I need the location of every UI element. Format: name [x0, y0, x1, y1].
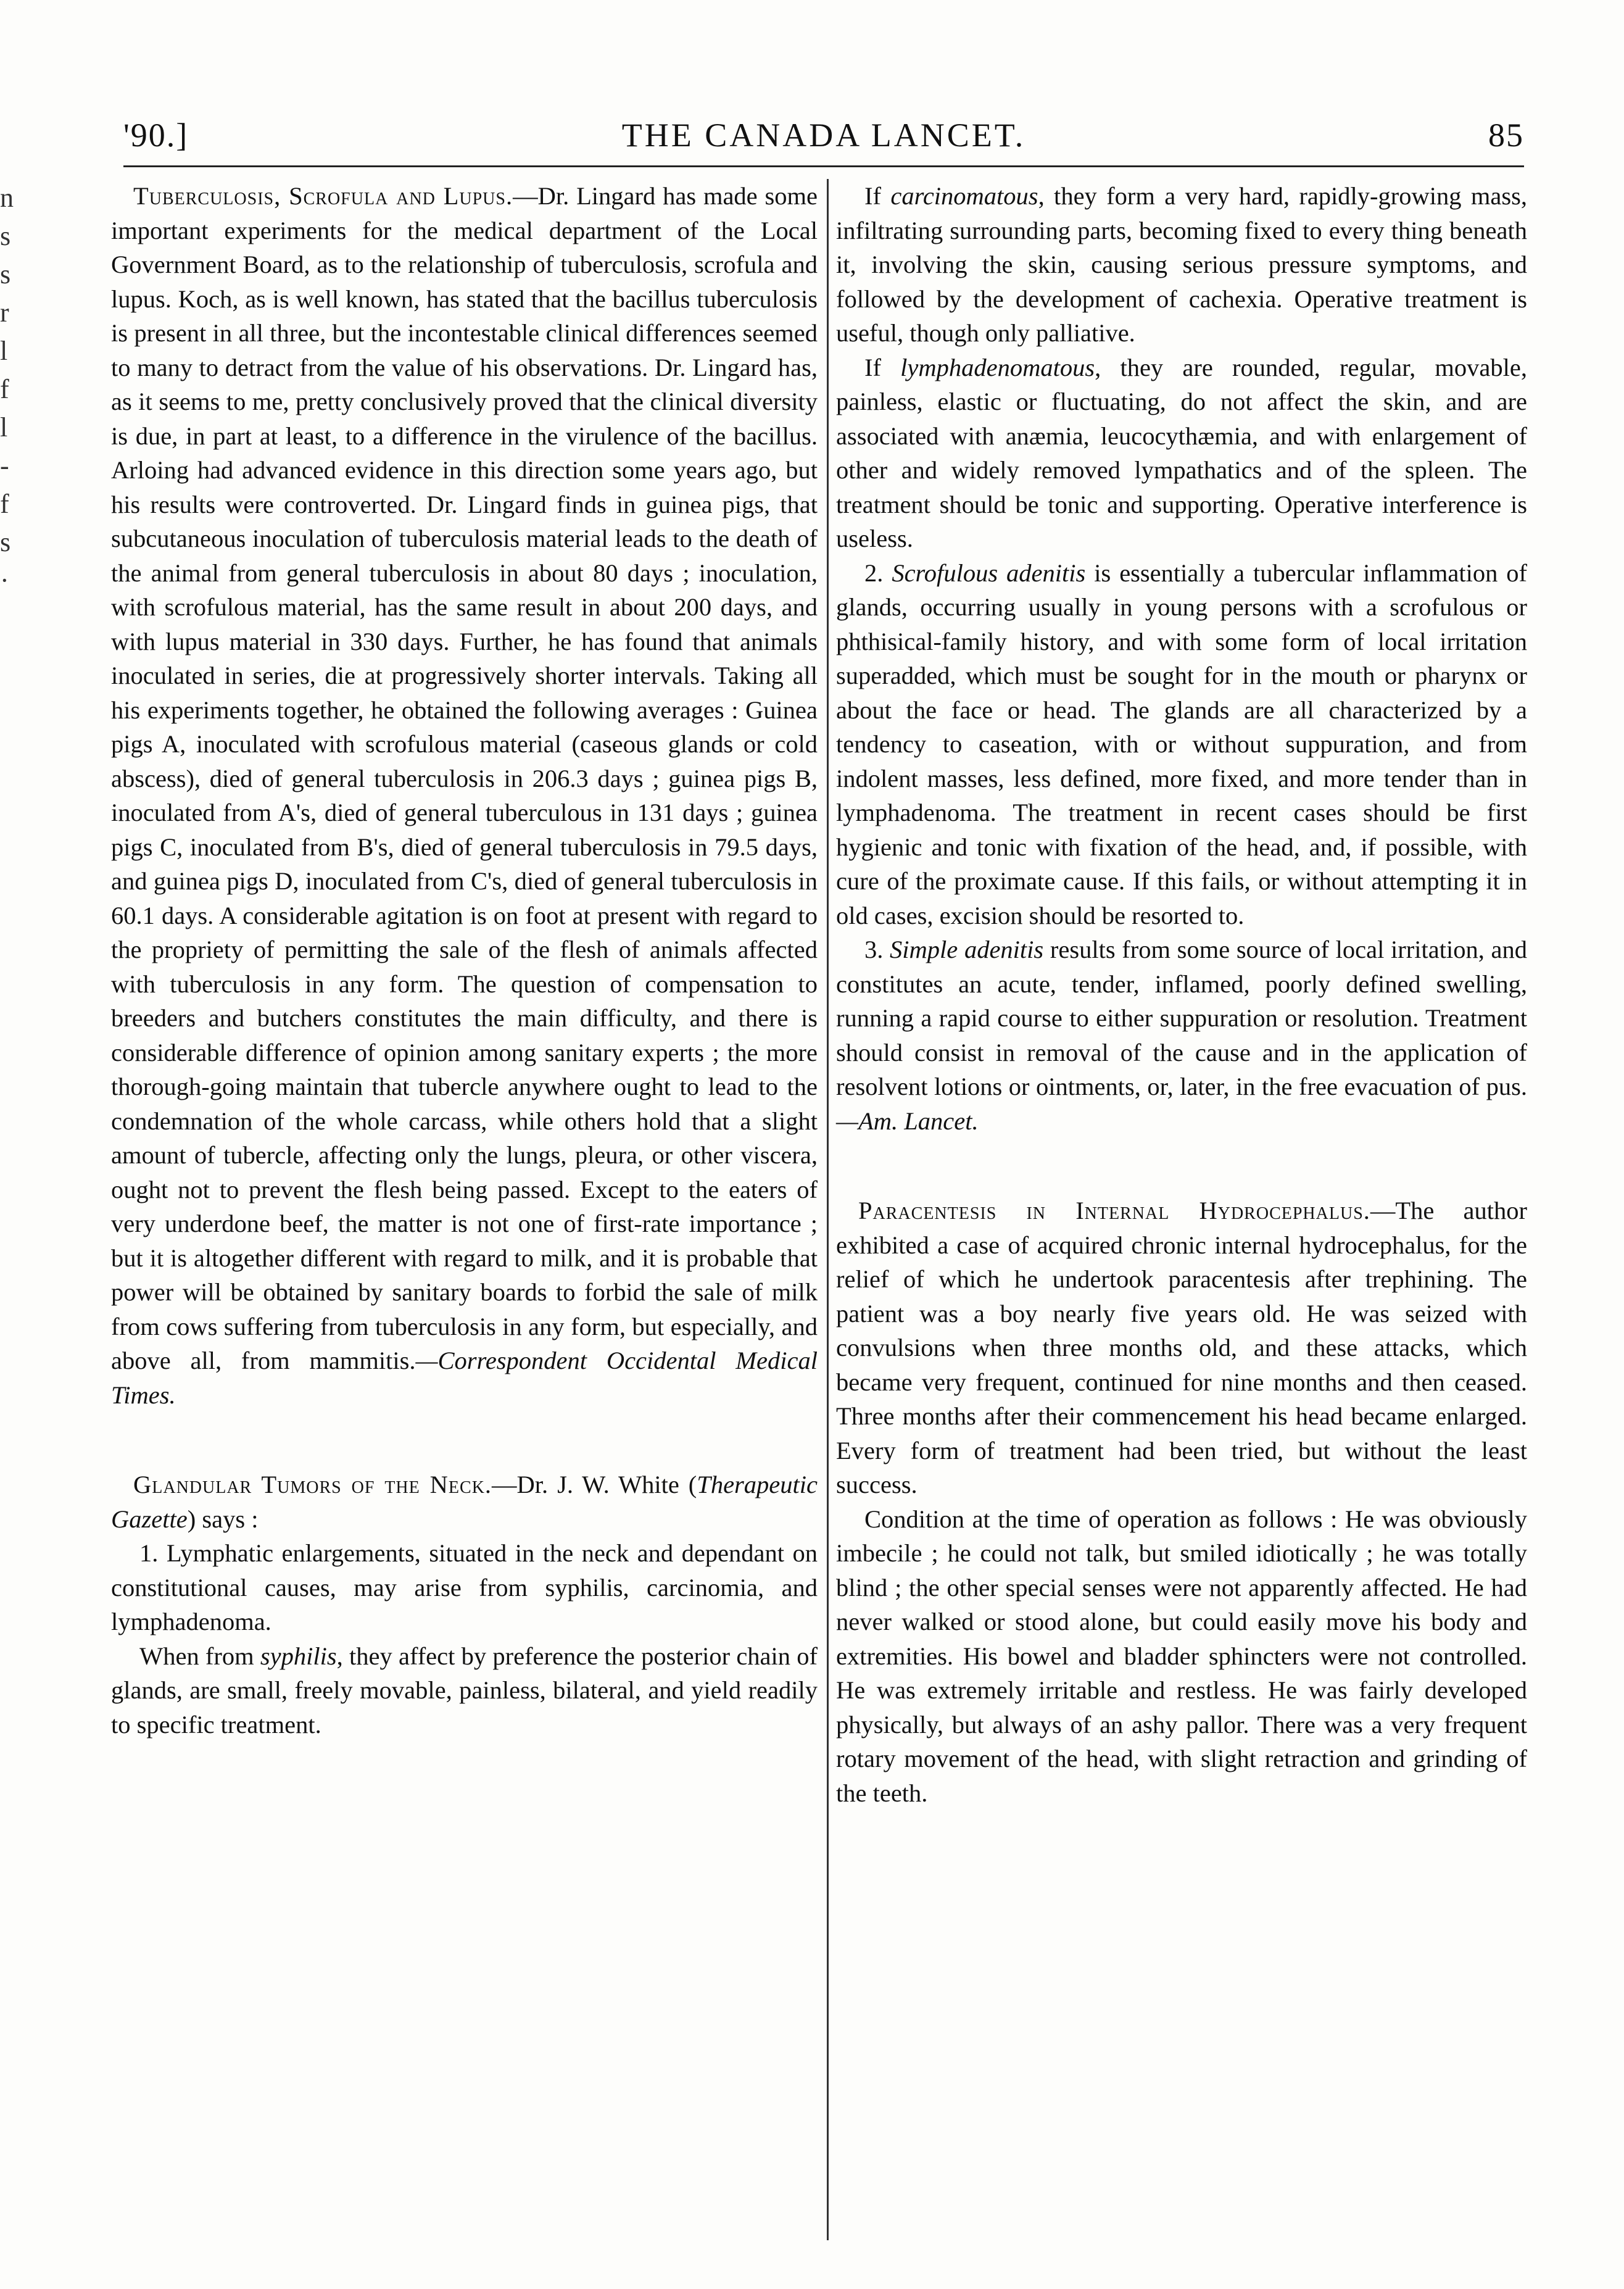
- margin-mark: f: [0, 374, 9, 404]
- left-column: [111, 179, 818, 2240]
- volume-year: '90.]: [123, 117, 189, 154]
- article-source: —Am. Lancet.: [836, 1107, 979, 1135]
- journal-name: Therapeutic Gazette: [111, 1471, 818, 1533]
- article-title: Tuberculosis, Scrofula and Lupus.: [133, 182, 513, 210]
- article-paracentesis: [836, 1194, 1527, 1810]
- column-rule: [827, 179, 829, 2240]
- article-paragraph: If carcinomatous, they form a very hard, rapidly-growing mass, infiltrating surrounding parts, becoming fixed to every thing beneath it, involving the skin, causing serious pressure symptoms, and followed by the development of cachexia. Operative treatment is useful, though only palliative.: [836, 182, 1528, 347]
- right-column: [836, 179, 1527, 2240]
- margin-mark: l: [0, 336, 8, 366]
- margin-mark: s: [0, 259, 11, 289]
- article-body: —Dr. Lingard has made some important experiments for the medical department of the Local Government Board, as to the relationship of tuberculosis, scrofula and lupus. Koch, as is well known, has stated that the bacillus tuberculosis is present in all three, but the incontestable clinical differences seemed to many to detract from the value of his observations. Dr. Lingard has, as it seems to me, pretty conclusively proved that the clinical diversity is due, in part at least, to a difference in the virulence of the bacillus. Arloing had advanced evidence in this direction some years ago, but his results were controverted. Dr. Lingard finds in guinea pigs, that subcutaneous inoculation of tuberculosis material leads to the death of the animal from general tuberculosis in about 80 days ; inoculation, with scrofulous material, has the same result in about 200 days, and with lupus material in 330 days. Further, he has found that animals inoculated in series, die at progressively shorter intervals. Taking all his experiments together, he obtained the following averages : Guinea pigs A, inoculated with scrofulous material (caseous glands or cold abscess), died of general tuberculosis in 206.3 days ; guinea pigs B, inoculated from A's, died of general tuberculous in 131 days ; guinea pigs C, inoculated from B's, died of general tuberculosis in 79.5 days, and guinea pigs D, inoculated from C's, died of general tuberculosis in 60.1 days. A considerable agitation is on foot at present with regard to the propriety of permitting the sale of the flesh of animals affected with tuberculosis in any form. The question of compensation to breeders and butchers constitutes the main difficulty, and there is considerable difference of opinion among sanitary experts ; the more thorough-going maintain that tubercle anywhere ought to lead to the condemnation of the whole carcass, while others hold that a slight amount of tubercle, affecting only the lungs, pleura, or other viscera, ought not to prevent the flesh being passed. Except to the eaters of very underdone beef, the matter is not one of first-rate importance ; but it is altogether different with regard to milk, and it is probable that power will be obtained by sanitary boards to forbid the sale of milk from cows suffering from tuberculosis in any form, but especially, and above all, from mammitis.: [111, 182, 818, 1374]
- article-title: Paracentesis in Internal Hydrocephalus.: [858, 1197, 1370, 1224]
- running-head: [123, 110, 1524, 165]
- margin-marks: [0, 179, 15, 920]
- page-number: 85: [1488, 117, 1524, 154]
- article-intro: Glandular Tumors of the Neck.—Dr. J. W. White (Therapeutic Gazette) says :: [111, 1471, 818, 1533]
- article-title: Glandular Tumors of the Neck.: [133, 1471, 492, 1498]
- article-paragraph: 1. Lymphatic enlargements, situated in the neck and dependant on constitutional causes, may arise from syphilis, carcinomia, and lymphadenoma.: [111, 1539, 818, 1635]
- header-rule: [123, 165, 1524, 167]
- margin-mark: n: [0, 183, 14, 213]
- margin-mark: s: [0, 527, 11, 557]
- article-source: —Correspondent Occidental Medical Times.: [111, 1347, 818, 1409]
- journal-title: THE CANADA LANCET.: [621, 117, 1026, 154]
- article-paragraph: 2. Scrofulous adenitis is essentially a tubercular inflammation of glands, occurring usually in young persons with a scrofulous or phthisical-family history, and with some form of local irritation superadded, which must be sought for in the mouth or pharynx or about the face or head. The glands are all characterized by a tendency to caseation, with or without suppuration, and from indolent masses, less defined, more fixed, and more tender than in lymphadenoma. The treatment in recent cases should be first hygienic and tonic with fixation of the head, and, if possible, with cure of the proximate cause. If this fails, or without attempting it in old cases, excision should be resorted to.: [836, 559, 1528, 929]
- article-glandular-continued: [836, 179, 1527, 1138]
- margin-mark: -: [0, 451, 9, 481]
- article-paragraph: When from syphilis, they affect by preference the posterior chain of glands, are small, freely movable, painless, bilateral, and yield readily to specific treatment.: [111, 1642, 818, 1739]
- article-paragraph: [111, 179, 818, 1412]
- article-paragraph: Paracentesis in Internal Hydrocephalus.—The author exhibited a case of acquired chronic internal hydrocephalus, for the relief of which he undertook paracentesis after trephining. The patient was a boy nearly five years old. He was seized with convulsions when three months old, and these attacks, which became very frequent, continued for nine months and then ceased. Three months after their commencement his head became enlarged. Every form of treatment had been tried, but without the least success.: [836, 1197, 1527, 1498]
- margin-mark: r: [0, 297, 9, 328]
- margin-mark: ·: [0, 565, 9, 596]
- margin-mark: f: [0, 489, 9, 519]
- article-glandular-tumors: [111, 1468, 818, 1742]
- margin-mark: l: [0, 412, 8, 442]
- article-tuberculosis: [111, 179, 818, 1412]
- article-paragraph: Condition at the time of operation as follows : He was obviously imbecile ; he could not talk, but smiled idiotically ; he was totally blind ; the other special senses were not apparently affected. He had never walked or stood alone, but could easily move his body and extremities. His bowel and bladder sphincters were not controlled. He was extremely irritable and restless. He was fairly developed physically, but always of an ashy pallor. There was a very frequent rotary movement of the head, with slight retraction and grinding of the teeth.: [836, 1505, 1527, 1807]
- article-paragraph: 3. Simple adenitis results from some source of local irritation, and constitutes an acute, tender, inflamed, poorly defined swelling, running a rapid course to either suppuration or resolution. Treatment should consist in removal of the cause and in the application of resolvent lotions or ointments, or, later, in the free evacuation of pus.—Am. Lancet.: [836, 936, 1527, 1135]
- article-paragraph: If lymphadenomatous, they are rounded, regular, movable, painless, elastic or fluctuating, do not affect the skin, and are associated with anæmia, leucocythæmia, and with enlargement of other and widely removed lympathatics and of the spleen. The treatment should be tonic and supporting. Operative interference is useless.: [836, 353, 1527, 552]
- margin-mark: s: [0, 221, 11, 251]
